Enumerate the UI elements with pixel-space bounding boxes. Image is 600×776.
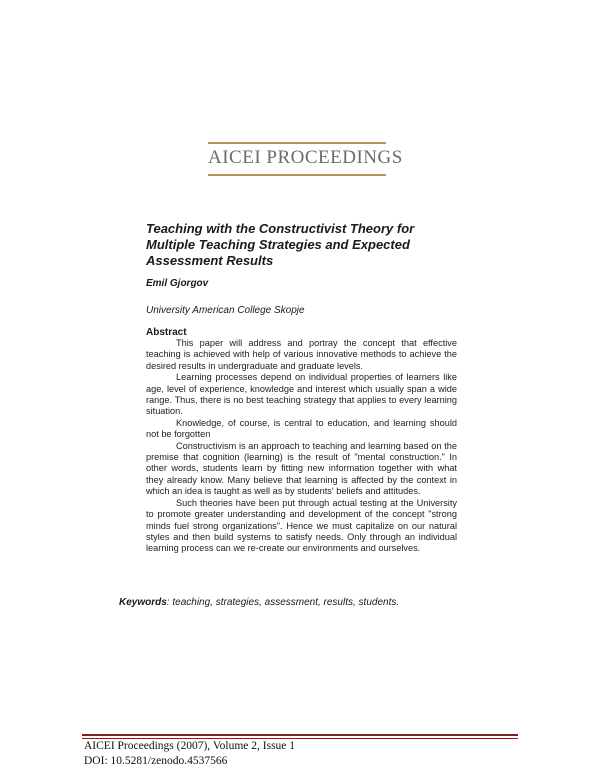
abstract-paragraph: Such theories have been put through actual testing at the University to promote greater understanding and development of the concept "strong minds fuel strong organizations". Hence we must capitalize on our natural styles and then build systems to satisfy needs. Only through an individual learning process can we re-create our environments and ourselves.	[146, 497, 457, 554]
abstract-paragraph: Knowledge, of course, is central to education, and learning should not be forgotten	[146, 417, 457, 440]
keywords	[119, 597, 399, 608]
footer-doi: DOI: 10.5281/zenodo.4537566	[84, 755, 228, 767]
journal-header-rule-bottom	[208, 174, 386, 176]
keywords-label: Keywords	[119, 597, 167, 608]
footer-rule-thin	[82, 738, 518, 739]
abstract-paragraph: This paper will address and portray the concept that effective teaching is achieved with help of various innovative methods to achieve the desired results in undergraduate and graduate levels.	[146, 338, 457, 371]
abstract-paragraph: Constructivism is an approach to teaching and learning based on the premise that cognition (learning) is the result of "mental construction." In other words, students learn by fitting new information together with what they already know. Many believe that learning is affected by the context in which an idea is taught as well as by students' beliefs and attitudes.	[146, 440, 457, 497]
journal-name: AICEI PROCEEDINGS	[208, 147, 403, 168]
author-affiliation: University American College Skopje	[146, 305, 305, 316]
journal-header-rule-top	[208, 142, 386, 144]
paper-title: Teaching with the Constructivist Theory for Multiple Teaching Strategies and Expected Assessment Results	[146, 221, 415, 268]
abstract-paragraph: Learning processes depend on individual properties of learners like age, level of experience, knowledge and interest which usually span a wide range. Thus, there is no best teaching strategy that applies to every learning situation.	[146, 372, 457, 417]
footer-citation: AICEI Proceedings (2007), Volume 2, Issue 1	[84, 740, 296, 752]
keywords-list: : teaching, strategies, assessment, results, students.	[166, 597, 400, 608]
footer-rule-thick	[82, 734, 518, 736]
abstract-heading: Abstract	[146, 327, 187, 338]
abstract-body	[146, 338, 457, 555]
author-name: Emil Gjorgov	[146, 278, 209, 289]
